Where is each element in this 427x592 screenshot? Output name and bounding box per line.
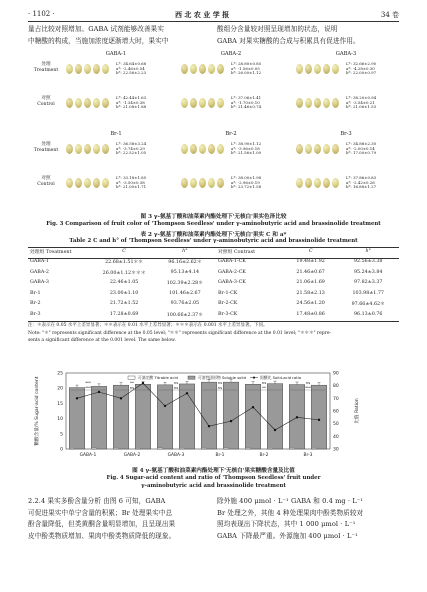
grape-berry — [84, 144, 91, 154]
text-line: GABA 对果实糖酸的合成与积累具有促进作用。 — [217, 36, 360, 45]
grape-berry — [181, 144, 188, 154]
fig3-treatment-label: 处理 Treatment — [33, 142, 59, 153]
grape-berry — [190, 64, 197, 74]
text-line: 照均表现出下降状态，其中 1 000 μmol · L⁻¹ — [217, 520, 356, 529]
grape-berry — [217, 144, 224, 154]
ratio-point — [164, 405, 166, 407]
table-cell: 97.82±3.37 — [354, 280, 383, 286]
figure-4-chart — [28, 347, 399, 462]
figure-4-caption-en-2: γ-aminobutyric acid and brassinolide treatment — [141, 483, 286, 489]
significance-label: ns — [305, 380, 311, 385]
bar-soluble-solid — [267, 384, 282, 449]
intro-left — [28, 24, 211, 47]
fig3-group-title: Br-3 — [340, 131, 352, 137]
note-line: sents a significant difference at the 0.001 level. The same below. — [28, 338, 176, 343]
bar-titrable-acid — [201, 448, 206, 449]
grape-berry — [314, 144, 321, 154]
fig3-control-color-stats: L*: 37.86±0.83 a*: -2.42±0.26 b*: 16.88±1.27 — [346, 175, 377, 190]
fig3-group-title: Br-2 — [225, 131, 237, 137]
section-2-2-4-right — [217, 496, 400, 542]
table-cell: GABA-1 — [30, 259, 49, 265]
y2-axis-label: 比值 Ration — [355, 398, 360, 424]
table-cell: 95.24±3.84 — [354, 269, 383, 275]
grape-berry — [332, 178, 339, 188]
bar-soluble-solid — [91, 386, 106, 449]
table-cell: 21.46±0.67 — [296, 269, 325, 275]
text-line: 除外施 400 μmol · L⁻¹ GABA 和 0.4 mg · L⁻¹ — [217, 497, 364, 505]
ratio-point — [274, 429, 276, 431]
table-header-cell: h° — [365, 248, 371, 254]
figure-3-fruit-color — [28, 51, 399, 211]
text-line: Br 处理之外，其他 4 种处理果肉中酚类物质较对 — [217, 508, 364, 517]
table-cell: 96.16±2.62＊ — [168, 260, 202, 266]
table-row — [216, 278, 399, 289]
fig3-treatment-color-stats: L*: 28.80±0.85 a*: -1.56±0.05 b*: 26.00±1.12 — [231, 61, 262, 76]
x-tick-label: GABA-3 — [167, 453, 185, 458]
fig3-control-label: 对照 Control — [37, 176, 55, 187]
grape-berry — [314, 178, 321, 188]
fig3-group-title: GABA-3 — [335, 51, 357, 57]
grape-berry — [102, 64, 109, 74]
grape-berry — [66, 178, 73, 188]
figure-4-caption-en-1: Fig. 4 Sugar-acid content and ratio of 'Thompson Seedless' fruit under — [106, 475, 321, 481]
table-cell: 26.00±1.12＊＊＊ — [102, 270, 146, 276]
note-line: Note: "＊" represents significant difference at the 0.05 level; "＊＊" represents significant difference at the 0.01 level; "＊＊＊" repre- — [28, 330, 332, 336]
y-tick-label: 25 — [57, 371, 63, 377]
table-cell: 19.48±1.92 — [296, 259, 325, 265]
table-row — [28, 299, 213, 310]
y2-tick-label: 30 — [333, 447, 339, 453]
table-cell: GABA-2 — [30, 269, 49, 275]
grape-berry — [66, 144, 73, 154]
bar-titrable-acid — [179, 448, 184, 449]
grape-berry — [93, 98, 100, 108]
ratio-point — [252, 406, 254, 408]
significance-label: *** — [85, 380, 91, 385]
table-cell: 24.56±1.20 — [296, 301, 325, 307]
grape-berry — [296, 144, 303, 154]
text-line: 2.2.4 果实多酚含量分析 由图 6 可知，GABA — [28, 497, 166, 505]
table-cell: 17.48±0.86 — [296, 311, 325, 317]
bar-soluble-solid — [223, 382, 238, 449]
grape-berry — [199, 144, 206, 154]
table-cell: Br-2 — [30, 301, 41, 307]
grape-berry — [314, 98, 321, 108]
table-2-title-zh: 表 2 γ-氨基丁酸和油菜素内酯处理下'无核白'果实 C 和 a* — [140, 232, 287, 238]
ratio-point — [120, 397, 122, 399]
table-cell: Br-1-CK — [218, 290, 238, 296]
legend-swatch — [128, 376, 135, 379]
grape-berry — [323, 178, 330, 188]
figure-3-caption-zh: 图 3 γ-氨基丁酸和油菜素内酯处理下'无核白'果实色泽比较 — [140, 214, 287, 220]
table-cell: 21.72±1.52 — [109, 301, 139, 307]
table-header-cell: 对照组 Contrast — [218, 249, 256, 255]
table-row — [28, 278, 213, 289]
grape-berry — [93, 64, 100, 74]
bar-soluble-solid — [201, 382, 216, 449]
table-row — [28, 267, 213, 278]
grape-berry — [102, 98, 109, 108]
grape-berry — [66, 98, 73, 108]
grape-berry — [305, 64, 312, 74]
bar-titrable-acid — [91, 448, 96, 449]
grape-berry — [84, 98, 91, 108]
bar-titrable-acid — [135, 448, 140, 449]
bar-titrable-acid — [113, 448, 118, 449]
grape-berry — [296, 178, 303, 188]
journal-title: 西 北 农 业 学 报 — [175, 10, 230, 19]
fig3-group-title: GABA-1 — [105, 51, 127, 57]
y2-tick-label: 50 — [333, 422, 339, 428]
grape-berry — [102, 178, 109, 188]
y2-tick-label: 60 — [333, 409, 339, 415]
table-cell: GABA-3 — [30, 280, 49, 286]
text-line: 量占比较对照增加。GABA 试剂能够改善果实 — [28, 25, 165, 33]
significance-label: *** — [305, 385, 311, 390]
table-cell: 93.76±2.05 — [170, 301, 200, 307]
y2-tick-label: 70 — [333, 396, 339, 402]
table-cell: 97.66±4.62＊ — [351, 302, 385, 308]
y2-tick-label: 40 — [333, 434, 339, 440]
fig3-control-color-stats: L*: 33.18±1.85 a*: -3.50±0.38 b*: 21.00±1.71 — [116, 175, 147, 190]
significance-label: *** — [85, 385, 91, 390]
significance-label: ns — [217, 380, 223, 385]
grape-berry — [199, 64, 206, 74]
grape-berry — [93, 144, 100, 154]
table-row — [28, 309, 213, 320]
ratio-point — [98, 391, 100, 393]
grape-berry — [75, 144, 82, 154]
significance-label: ns — [129, 385, 135, 390]
grape-berry — [84, 64, 91, 74]
grape-berry — [190, 144, 197, 154]
grape-berry — [332, 64, 339, 74]
table-cell: 22.68±1.51＊＊ — [105, 260, 144, 266]
table-cell: Br-3 — [30, 311, 41, 317]
ratio-point — [208, 425, 210, 427]
grape-berry — [217, 98, 224, 108]
grape-berry — [323, 98, 330, 108]
bar-soluble-solid — [135, 384, 150, 449]
grape-berry — [199, 98, 206, 108]
grape-berry — [190, 178, 197, 188]
intro-right — [217, 24, 400, 47]
significance-label: ns — [261, 380, 267, 385]
x-tick-label: Br-3 — [303, 453, 313, 458]
fig3-treatment-label: 处理 Treatment — [33, 62, 59, 73]
fig3-treatment-color-stats: L*: 34.64±0.68 a*: -2.46±0.54 b*: 22.56±2.23 — [116, 61, 147, 76]
grape-berry — [217, 64, 224, 74]
table-cell: 96.13±0.76 — [354, 311, 383, 317]
grape-berry — [93, 178, 100, 188]
grape-berry — [181, 178, 188, 188]
fig3-treatment-color-stats: L*: 36.58±3.24 a*: -3.74±0.29 b*: 22.52±1.05 — [116, 141, 147, 156]
page-number: · 1102 · — [28, 10, 55, 18]
grape-berry — [332, 98, 339, 108]
table-header-cell: 处理组 Treatment — [30, 249, 72, 255]
significance-label: ns — [173, 385, 179, 390]
legend-swatch — [188, 376, 195, 379]
table-2-title-en: Table 2 C and h° of 'Thompson Seedless' under γ-aminobutyric acid and brassinolide treatment — [69, 238, 358, 244]
bar-titrable-acid — [245, 448, 250, 449]
text-line: 皮中酚类物质增加、果肉中酚类物质降低的现象。 — [28, 531, 176, 540]
grape-berry — [323, 64, 330, 74]
fig3-treatment-color-stats: L*: 38.90±1.12 a*: -3.96±0.18 b*: 21.56±1.00 — [231, 141, 262, 156]
fig3-control-label: 对照 Control — [37, 96, 55, 107]
grape-berry — [217, 178, 224, 188]
legend-label: 固酸比 Solid-acid ratio — [260, 375, 302, 380]
figure-4-caption-zh: 图 4 γ-氨基丁酸和油菜素内酯处理下'无核白'果实糖酸含量及比值 — [132, 468, 295, 474]
grape-berry — [323, 144, 330, 154]
note-line: 注：＊表示在 0.05 水平上差异显著；＊＊表示在 0.01 水平上差异显著；＊＊＊表示在 0.001 水平上差异显著。下同。 — [28, 323, 268, 328]
table-cell: 21.06±1.69 — [296, 280, 325, 286]
section-2-2-4-left — [28, 496, 211, 542]
bar-soluble-solid — [157, 385, 172, 449]
fig3-control-color-stats: L*: 37.06±1.41 a*: -1.70±0.10 b*: 21.46±0.74 — [231, 95, 262, 110]
x-tick-label: GABA-1 — [79, 453, 97, 458]
table-row — [216, 299, 399, 310]
text-line: GABA 下降最严重。外源施加 400 μmol · L⁻¹ — [217, 531, 358, 540]
legend-label: 可滴定酸 Titrable acid — [138, 375, 178, 380]
table-cell: GABA-2-CK — [218, 269, 246, 275]
table-cell: GABA-3-CK — [218, 280, 246, 286]
table-cell: 22.46±1.05 — [109, 280, 139, 286]
table-cell: 95.13±4.14 — [170, 269, 200, 275]
fig3-treatment-color-stats: L*: 32.66±2.90 a*: -4.28±0.30 b*: 22.00±0.97 — [346, 61, 377, 76]
grape-berry — [75, 178, 82, 188]
grape-berry — [305, 98, 312, 108]
table-cell: 17.28±0.69 — [109, 311, 139, 317]
table-row — [216, 267, 399, 278]
ratio-point — [230, 420, 232, 422]
fig3-treatment-color-stats: L*: 34.88±2.30 a*: -2.00±0.14 b*: 17.00±0.79 — [346, 141, 377, 156]
bar-soluble-solid — [311, 385, 326, 449]
table-cell: 103.98±1.77 — [352, 290, 384, 296]
y-tick-label: 0 — [60, 447, 63, 453]
y-tick-label: 15 — [57, 401, 63, 407]
x-tick-label: Br-2 — [259, 453, 269, 458]
table-row — [216, 288, 399, 299]
grape-berry — [75, 64, 82, 74]
table-cell: 100.66±2.37＊ — [166, 312, 204, 318]
grape-berry — [296, 98, 303, 108]
table-cell: Br-2-CK — [218, 301, 238, 307]
table-row — [216, 309, 399, 320]
fig3-control-color-stats: L*: 42.44±1.63 a*: -1.34±0.38 b*: 21.08±1.88 — [116, 95, 147, 110]
x-tick-label: GABA-2 — [123, 453, 141, 458]
figure-3-caption-en: Fig. 3 Comparison of fruit color of 'Thompson Seedless' under γ-aminobutyric acid and brassinolide treatment — [46, 221, 381, 227]
x-tick-label: Br-1 — [215, 453, 225, 458]
table-cell: Br-1 — [30, 290, 41, 296]
table-cell: 21.58±2.13 — [296, 290, 325, 296]
fig3-group-title: GABA-2 — [220, 51, 242, 57]
fig3-control-color-stats: L*: 38.00±1.98 a*: -2.96±0.19 b*: 23.72±1.58 — [231, 175, 262, 190]
ratio-point — [318, 419, 320, 421]
table-cell: 92.56±3.38 — [354, 259, 383, 265]
grape-berry — [305, 144, 312, 154]
grape-berry — [190, 98, 197, 108]
bar-soluble-solid — [245, 384, 260, 449]
table-header-cell: C — [122, 248, 126, 254]
grape-berry — [199, 178, 206, 188]
text-line: 酸组分含量较对照呈现增加的状态，说明 — [217, 25, 338, 33]
ratio-point — [296, 416, 298, 418]
legend-label: 可溶性固形物 Soluble solid — [198, 375, 247, 380]
bar-titrable-acid — [267, 448, 272, 449]
fig3-control-color-stats: L*: 38.20±0.94 a*: -3.54±0.21 b*: 21.06±1.53 — [346, 95, 377, 110]
grape-berry — [208, 178, 215, 188]
grape-berry — [296, 64, 303, 74]
fig3-group-title: Br-1 — [110, 131, 122, 137]
text-line: 酚含量降低，但类黄酮含量明显增加，且呈现出果 — [28, 520, 176, 529]
significance-label: ** — [262, 385, 266, 390]
grape-berry — [208, 144, 215, 154]
ratio-point — [186, 392, 188, 394]
grape-berry — [75, 98, 82, 108]
significance-label: ns — [173, 380, 179, 385]
y-axis-label: 糖酸含量/% Sugar-acid content — [35, 376, 40, 446]
text-line: 可促进果实中单宁含量的积累；Br 处理果实中总 — [28, 508, 173, 517]
table-cell: 102.39±2.28＊ — [166, 281, 204, 287]
y-tick-label: 10 — [57, 417, 63, 423]
bar-titrable-acid — [289, 448, 294, 449]
table-header-rule — [28, 258, 399, 259]
bar-titrable-acid — [223, 448, 228, 449]
ratio-point — [142, 382, 144, 384]
grape-berry — [314, 64, 321, 74]
y2-tick-label: 80 — [333, 384, 339, 390]
grape-berry — [181, 64, 188, 74]
y-tick-label: 20 — [57, 386, 63, 392]
ratio-point — [76, 397, 78, 399]
grape-berry — [305, 178, 312, 188]
y-tick-label: 5 — [60, 432, 63, 438]
text-line: 中糖酸的构成，当施加浓度逐渐增大时，果实中 — [28, 36, 169, 45]
table-row — [28, 288, 213, 299]
legend-marker — [253, 377, 255, 379]
table-header-cell: h° — [182, 248, 188, 254]
grape-berry — [102, 144, 109, 154]
significance-label: ** — [130, 380, 134, 385]
bar-titrable-acid — [157, 448, 162, 449]
grape-berry — [84, 178, 91, 188]
grape-berry — [208, 64, 215, 74]
table-cell: Br-3-CK — [218, 311, 238, 317]
grape-berry — [332, 144, 339, 154]
table-cell: GABA-1-CK — [218, 259, 246, 265]
y2-tick-label: 90 — [333, 371, 339, 377]
table-cell: 23.00±1.10 — [109, 290, 139, 296]
grape-berry — [208, 98, 215, 108]
table-cell: 101.46±2.67 — [169, 290, 201, 296]
table-2-notes — [28, 322, 399, 345]
bar-titrable-acid — [311, 448, 316, 449]
table-header-cell: C — [308, 248, 313, 254]
volume: 34 卷 — [380, 11, 399, 19]
bar-titrable-acid — [69, 448, 74, 449]
grape-berry — [181, 98, 188, 108]
significance-label: ns — [217, 385, 223, 390]
grape-berry — [66, 64, 73, 74]
header-rule — [28, 21, 399, 22]
